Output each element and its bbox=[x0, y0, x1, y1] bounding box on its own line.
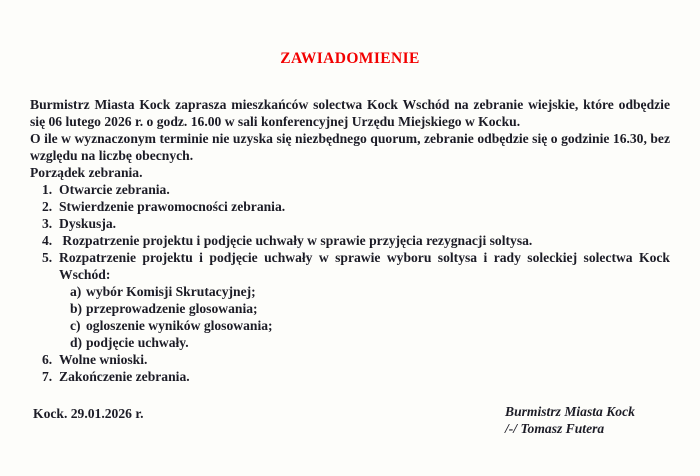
agenda-item-number: 3. bbox=[42, 216, 53, 231]
signature-name: /-/ Tomasz Futera bbox=[505, 421, 605, 436]
agenda-item-number: 4. bbox=[42, 233, 53, 248]
agenda-subitem-letter: d) bbox=[70, 335, 83, 350]
agenda-subitem-letter: c) bbox=[70, 318, 81, 333]
agenda-item-1 bbox=[42, 181, 670, 198]
signature-title: Burmistrz Miasta Kock bbox=[505, 404, 635, 419]
agenda-item-number: 7. bbox=[42, 369, 53, 384]
agenda-item-3 bbox=[42, 215, 670, 232]
signature-block bbox=[505, 403, 635, 437]
agenda-item-number: 5. bbox=[42, 250, 53, 265]
agenda-item-number: 6. bbox=[42, 352, 53, 367]
agenda-subitem-a bbox=[70, 283, 670, 300]
agenda-item-7 bbox=[42, 368, 670, 385]
agenda-item-text: Wolne wnioski. bbox=[59, 352, 148, 367]
agenda-item-number: 2. bbox=[42, 199, 53, 214]
agenda-subitem-c bbox=[70, 317, 670, 334]
intro-paragraph: Burmistrz Miasta Kock zaprasza mieszkańców solectwa Kock Wschód na zebranie wiejskie, które odbędzie się 06 lutego 2026 r. o godz. 16.00 w sali konferencyjnej Urzędu Miejskiego w Kocku. bbox=[30, 97, 670, 129]
agenda-item-text: Stwierdzenie prawomocności zebrania. bbox=[59, 199, 286, 214]
agenda-item-4 bbox=[42, 232, 670, 249]
quorum-paragraph: O ile w wyznaczonym terminie nie uzyska się niezbędnego quorum, zebranie odbędzie się o godzinie 16.30, bez względu na liczbę obecnych. bbox=[30, 131, 670, 163]
agenda-item-2 bbox=[42, 198, 670, 215]
agenda-item-text: Otwarcie zebrania. bbox=[59, 182, 170, 197]
agenda-sublist bbox=[70, 283, 670, 351]
agenda-item-text: Dyskusja. bbox=[59, 216, 117, 231]
agenda-subitem-letter: b) bbox=[70, 301, 83, 316]
agenda-item-number: 1. bbox=[42, 182, 53, 197]
agenda-item-text: Zakończenie zebrania. bbox=[59, 369, 190, 384]
agenda-item-text: Rozpatrzenie projektu i podjęcie uchwały w sprawie przyjęcia rezygnacji soltysa. bbox=[59, 233, 533, 248]
agenda-subitem-d bbox=[70, 334, 670, 351]
agenda-subitem-text: wybór Komisji Skrutacyjnej; bbox=[86, 284, 256, 299]
document-title: ZAWIADOMIENIE bbox=[280, 50, 420, 67]
document-body bbox=[30, 96, 670, 385]
agenda-heading: Porządek zebrania. bbox=[30, 165, 143, 180]
agenda-list bbox=[42, 181, 670, 385]
agenda-subitem-b bbox=[70, 300, 670, 317]
agenda-subitem-text: ogloszenie wyników glosowania; bbox=[86, 318, 273, 333]
agenda-subitem-letter: a) bbox=[70, 284, 82, 299]
agenda-item-6 bbox=[42, 351, 670, 368]
place-date: Kock. 29.01.2026 r. bbox=[33, 406, 144, 421]
agenda-subitem-text: przeprowadzenie glosowania; bbox=[86, 301, 258, 316]
agenda-subitem-text: podjęcie uchwały. bbox=[86, 335, 189, 350]
agenda-item-text: Rozpatrzenie projektu i podjęcie uchwały w sprawie wyboru soltysa i rady soleckiej solectwa Kock Wschód: bbox=[59, 250, 670, 282]
agenda-item-5 bbox=[42, 249, 670, 283]
